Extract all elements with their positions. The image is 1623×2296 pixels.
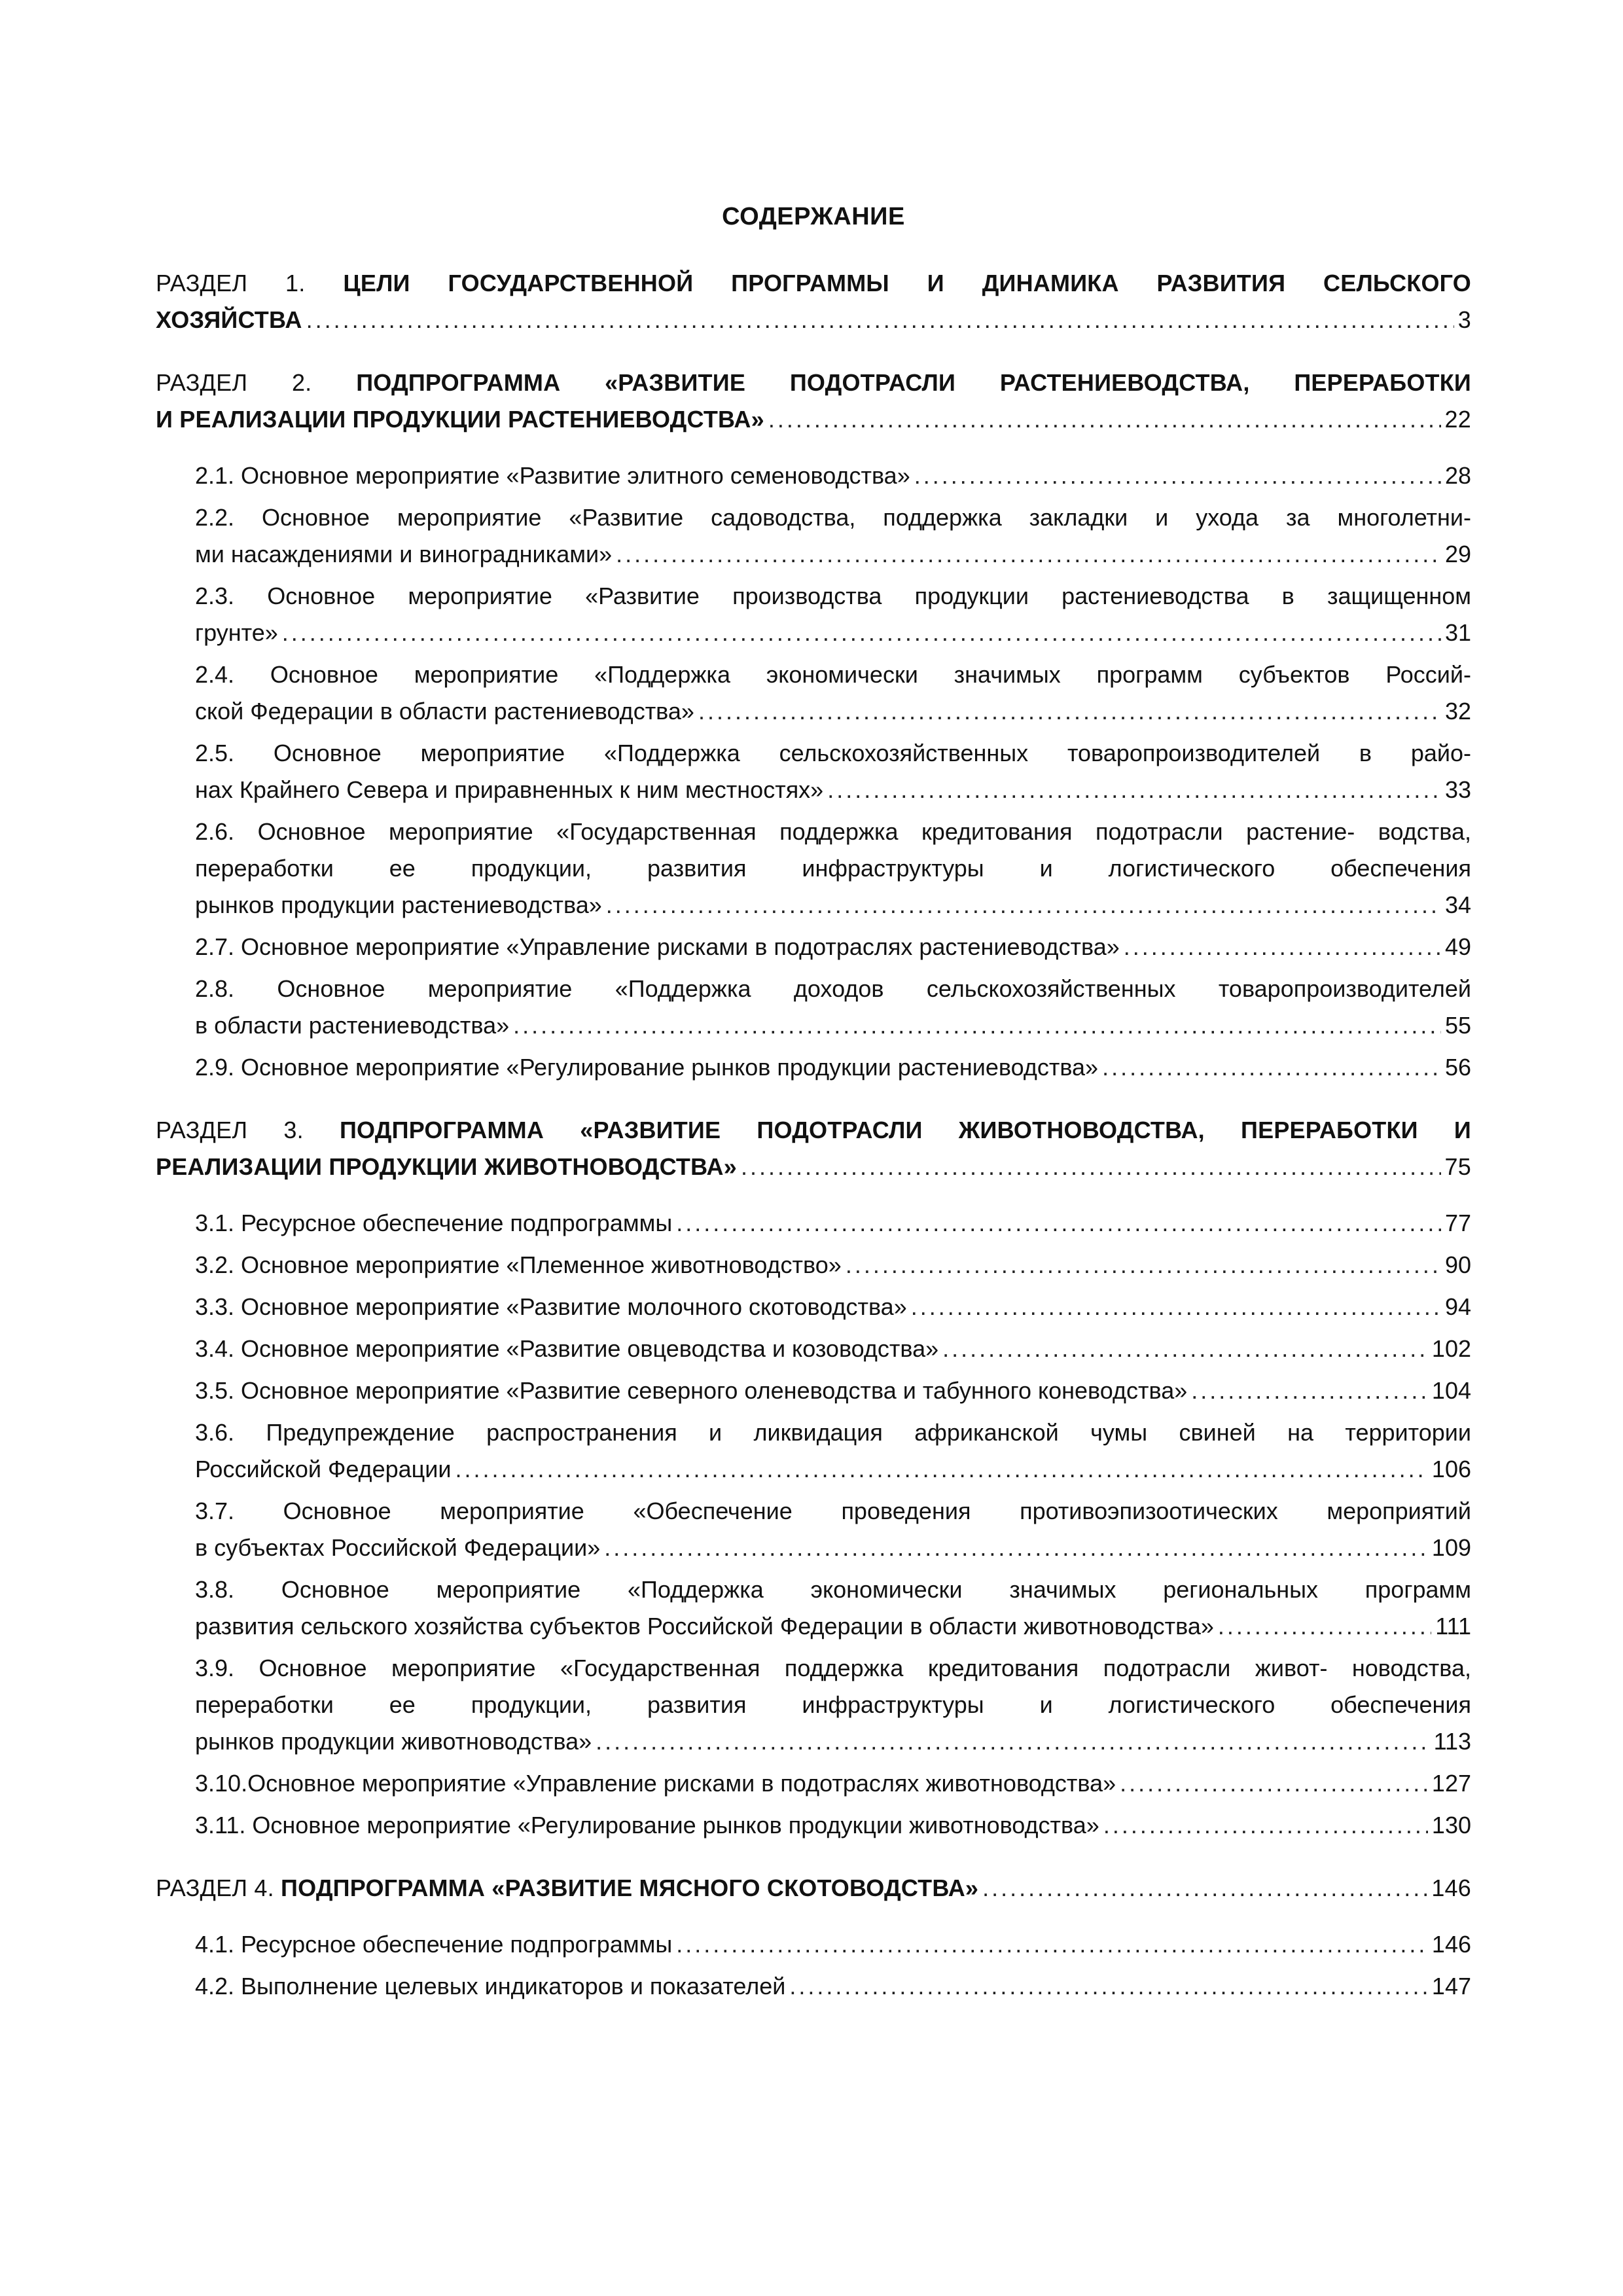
section-heading-last-line <box>156 1149 1471 1185</box>
page-number: 146 <box>1431 1931 1471 1958</box>
toc-item[interactable] <box>156 1049 1471 1086</box>
toc-item-last-line <box>195 693 1471 730</box>
toc-item[interactable] <box>156 1414 1471 1488</box>
toc-item[interactable] <box>156 1968 1471 2005</box>
toc-item-label: развития сельского хозяйства субъектов Российской Федерации в области животноводства» <box>195 1613 1214 1640</box>
page-number: 127 <box>1431 1770 1471 1797</box>
page-number: 77 <box>1444 1210 1471 1236</box>
toc-item-last-line <box>195 1723 1471 1760</box>
section-title-lead <box>156 1870 978 1907</box>
page-number: 33 <box>1444 776 1471 803</box>
page-number: 90 <box>1444 1251 1471 1278</box>
toc-item-last-line <box>195 1049 1471 1086</box>
section-entry[interactable] <box>156 265 1471 338</box>
dot-leader <box>1120 1765 1428 1802</box>
toc-item[interactable] <box>156 1289 1471 1325</box>
dot-leader <box>604 1530 1428 1566</box>
toc-item-first-lines: 2.5. Основное мероприятие «Поддержка сельскохозяйственных товаропроизводителей в райо- <box>195 740 1471 766</box>
toc-item-last-line <box>195 1608 1471 1645</box>
toc-item-label: Российской Федерации <box>195 1456 452 1482</box>
toc-item-label: 3.11. Основное мероприятие «Регулирование рынков продукции животноводства» <box>195 1812 1099 1839</box>
toc-item-last-line <box>195 1205 1471 1242</box>
page-number: 29 <box>1444 541 1471 567</box>
toc-item-first-lines: 2.3. Основное мероприятие «Развитие производства продукции растениеводства в защищенном <box>195 583 1471 609</box>
dot-leader <box>1191 1372 1428 1409</box>
toc-item-last-line <box>195 1372 1471 1409</box>
toc-item-first-lines: 2.2. Основное мероприятие «Развитие садоводства, поддержка закладки и ухода за многолетни- <box>195 504 1471 531</box>
toc-item-label: 3.2. Основное мероприятие «Племенное животноводство» <box>195 1251 842 1278</box>
toc-item[interactable] <box>156 814 1471 924</box>
dot-leader <box>1124 929 1441 965</box>
section-heading-first-line <box>156 265 1471 302</box>
toc-item-last-line <box>195 1247 1471 1283</box>
toc-item-label: рынков продукции растениеводства» <box>195 891 602 918</box>
page-number: 49 <box>1444 933 1471 960</box>
page-number: 32 <box>1444 698 1471 725</box>
toc-item[interactable] <box>156 578 1471 651</box>
dot-leader <box>789 1968 1428 2005</box>
section-prefix: РАЗДЕЛ 1. <box>156 270 306 296</box>
toc-item-first-lines: 2.8. Основное мероприятие «Поддержка доходов сельскохозяйственных товаропроизводителей <box>195 975 1471 1002</box>
toc-item[interactable] <box>156 1765 1471 1802</box>
page-number: 94 <box>1444 1293 1471 1320</box>
page-number: 56 <box>1444 1054 1471 1081</box>
section-title-last: ПОДПРОГРАММА «РАЗВИТИЕ МЯСНОГО СКОТОВОДСТВА» <box>281 1874 979 1901</box>
toc-item[interactable] <box>156 735 1471 808</box>
dot-leader <box>914 457 1441 494</box>
dot-leader <box>768 401 1441 438</box>
dot-leader <box>676 1926 1428 1963</box>
toc-item[interactable] <box>156 1205 1471 1242</box>
toc-item[interactable] <box>156 1650 1471 1760</box>
toc-item[interactable] <box>156 1571 1471 1645</box>
dot-leader <box>282 615 1441 651</box>
toc-section <box>156 365 1471 1086</box>
toc-item-label: 4.1. Ресурсное обеспечение подпрограммы <box>195 1931 673 1958</box>
page-number: 75 <box>1444 1153 1471 1180</box>
section-title-first: ПОДПРОГРАММА «РАЗВИТИЕ ПОДОТРАСЛИ РАСТЕНИЕВОДСТВА, ПЕРЕРАБОТКИ <box>356 369 1471 396</box>
dot-leader <box>513 1007 1441 1044</box>
page-number: 28 <box>1444 462 1471 489</box>
toc-item-last-line <box>195 1007 1471 1044</box>
page-number: 55 <box>1444 1012 1471 1039</box>
section-heading-first-line <box>156 365 1471 401</box>
toc-item-label: рынков продукции животноводства» <box>195 1728 592 1755</box>
toc-item[interactable] <box>156 971 1471 1044</box>
toc-item-last-line <box>195 1807 1471 1844</box>
dot-leader <box>455 1451 1427 1488</box>
toc-item-last-line <box>195 929 1471 965</box>
page-number: 3 <box>1457 306 1471 333</box>
toc-item-label: 2.7. Основное мероприятие «Управление рисками в подотраслях растениеводства» <box>195 933 1120 960</box>
dot-leader <box>846 1247 1441 1283</box>
section-prefix: РАЗДЕЛ 4. <box>156 1874 274 1901</box>
page-number: 147 <box>1431 1973 1471 2000</box>
toc-item[interactable] <box>156 457 1471 494</box>
dot-leader <box>676 1205 1441 1242</box>
toc-item-label: 2.1. Основное мероприятие «Развитие элитного семеноводства» <box>195 462 910 489</box>
section-prefix: РАЗДЕЛ 2. <box>156 369 312 396</box>
toc-item[interactable] <box>156 1807 1471 1844</box>
page-number: 104 <box>1431 1377 1471 1404</box>
toc-item-label: 3.4. Основное мероприятие «Развитие овцеводства и козоводства» <box>195 1335 939 1362</box>
toc-item[interactable] <box>156 1493 1471 1566</box>
dot-leader <box>1102 1049 1441 1086</box>
page-number: 102 <box>1431 1335 1471 1362</box>
toc-item-last-line <box>195 772 1471 808</box>
toc-item-label: 3.10.Основное мероприятие «Управление рисками в подотраслях животноводства» <box>195 1770 1116 1797</box>
toc-item-last-line <box>195 1331 1471 1367</box>
toc-item-first-lines: 3.8. Основное мероприятие «Поддержка экономически значимых региональных программ <box>195 1576 1471 1603</box>
section-title-lead <box>156 1149 737 1185</box>
toc-item-first-lines: 3.7. Основное мероприятие «Обеспечение проведения противоэпизоотических мероприятий <box>195 1498 1471 1524</box>
section-heading-last-line <box>156 401 1471 438</box>
dot-leader <box>606 887 1441 924</box>
page-number: 34 <box>1444 891 1471 918</box>
toc-item-last-line <box>195 1765 1471 1802</box>
dot-leader <box>698 693 1441 730</box>
toc-section <box>156 265 1471 338</box>
page-number: 130 <box>1431 1812 1471 1839</box>
toc-item-label: в субъектах Российской Федерации» <box>195 1534 601 1561</box>
section-heading-last-line <box>156 302 1471 338</box>
toc-title: СОДЕРЖАНИЕ <box>722 203 905 230</box>
section-title-last: И РЕАЛИЗАЦИИ ПРОДУКЦИИ РАСТЕНИЕВОДСТВА» <box>156 406 764 433</box>
section-title-lead <box>156 401 764 438</box>
toc-item-label: 3.1. Ресурсное обеспечение подпрограммы <box>195 1210 673 1236</box>
section-heading-first-line <box>156 1112 1471 1149</box>
page-number: 146 <box>1431 1874 1471 1901</box>
section-title-last: ХОЗЯЙСТВА <box>156 306 302 333</box>
toc-item-label: нах Крайнего Севера и приравненных к ним местностях» <box>195 776 824 803</box>
page-number: 109 <box>1431 1534 1471 1561</box>
toc-item-last-line <box>195 457 1471 494</box>
section-entry[interactable] <box>156 1112 1471 1185</box>
section-entry[interactable] <box>156 1870 1471 1907</box>
section-title-lead <box>156 302 302 338</box>
toc-section <box>156 1112 1471 1844</box>
toc-item[interactable] <box>156 1372 1471 1409</box>
toc-item[interactable] <box>156 1926 1471 1963</box>
toc-item-first-lines: 3.6. Предупреждение распространения и ликвидация африканской чумы свиней на территории <box>195 1419 1471 1446</box>
toc-item-label: 3.5. Основное мероприятие «Развитие северного оленеводства и табунного коневодства» <box>195 1377 1188 1404</box>
dot-leader <box>616 536 1441 573</box>
page-number: 106 <box>1431 1456 1471 1482</box>
page-number: 111 <box>1435 1613 1471 1640</box>
page-number: 22 <box>1444 406 1471 433</box>
toc-item-label: 2.9. Основное мероприятие «Регулирование рынков продукции растениеводства» <box>195 1054 1099 1081</box>
toc-item-last-line <box>195 1289 1471 1325</box>
toc-item-label: 4.2. Выполнение целевых индикаторов и показателей <box>195 1973 786 2000</box>
section-title-first: ЦЕЛИ ГОСУДАРСТВЕННОЙ ПРОГРАММЫ И ДИНАМИКА РАЗВИТИЯ СЕЛЬСКОГО <box>343 270 1471 296</box>
dot-leader <box>1218 1608 1431 1645</box>
section-heading-last-line <box>156 1870 1471 1907</box>
toc-item-last-line <box>195 887 1471 924</box>
toc-item-label: ской Федерации в области растениеводства» <box>195 698 694 725</box>
dot-leader <box>741 1149 1441 1185</box>
dot-leader <box>306 302 1454 338</box>
dot-leader <box>942 1331 1428 1367</box>
toc-item-last-line <box>195 1968 1471 2005</box>
toc-item-first-lines: 2.4. Основное мероприятие «Поддержка экономически значимых программ субъектов Россий- <box>195 661 1471 688</box>
toc-item-last-line <box>195 1530 1471 1566</box>
toc-item-label: ми насаждениями и виноградниками» <box>195 541 613 567</box>
dot-leader <box>596 1723 1429 1760</box>
toc-body <box>156 265 1471 2005</box>
page-number: 113 <box>1433 1728 1471 1755</box>
toc-item-last-line <box>195 615 1471 651</box>
toc-page <box>156 203 1471 2031</box>
toc-item-last-line <box>195 1451 1471 1488</box>
dot-leader <box>982 1870 1427 1907</box>
toc-item[interactable] <box>156 929 1471 965</box>
dot-leader <box>1103 1807 1428 1844</box>
toc-item-first-lines: 2.6. Основное мероприятие «Государственная поддержка кредитования подотрасли растениe- водства, переработки ее продукции, развития инфраструктуры и логистического обеспечения <box>195 818 1471 882</box>
dot-leader <box>911 1289 1441 1325</box>
toc-item-label: грунте» <box>195 619 278 646</box>
toc-section <box>156 1870 1471 2005</box>
section-entry[interactable] <box>156 365 1471 438</box>
toc-item[interactable] <box>156 656 1471 730</box>
toc-item-first-lines: 3.9. Основное мероприятие «Государственная поддержка кредитования подотрасли живот- новодства, переработки ее продукции, развития инфраструктуры и логистического обеспечения <box>195 1655 1471 1718</box>
section-title-first: ПОДПРОГРАММА «РАЗВИТИЕ ПОДОТРАСЛИ ЖИВОТНОВОДСТВА, ПЕРЕРАБОТКИ И <box>339 1117 1471 1143</box>
toc-item[interactable] <box>156 499 1471 573</box>
toc-item[interactable] <box>156 1331 1471 1367</box>
toc-item[interactable] <box>156 1247 1471 1283</box>
page-number: 31 <box>1444 619 1471 646</box>
toc-item-last-line <box>195 1926 1471 1963</box>
toc-item-last-line <box>195 536 1471 573</box>
dot-leader <box>827 772 1441 808</box>
section-prefix: РАЗДЕЛ 3. <box>156 1117 304 1143</box>
toc-item-label: в области растениеводства» <box>195 1012 510 1039</box>
toc-item-label: 3.3. Основное мероприятие «Развитие молочного скотоводства» <box>195 1293 907 1320</box>
section-title-last: РЕАЛИЗАЦИИ ПРОДУКЦИИ ЖИВОТНОВОДСТВА» <box>156 1153 737 1180</box>
